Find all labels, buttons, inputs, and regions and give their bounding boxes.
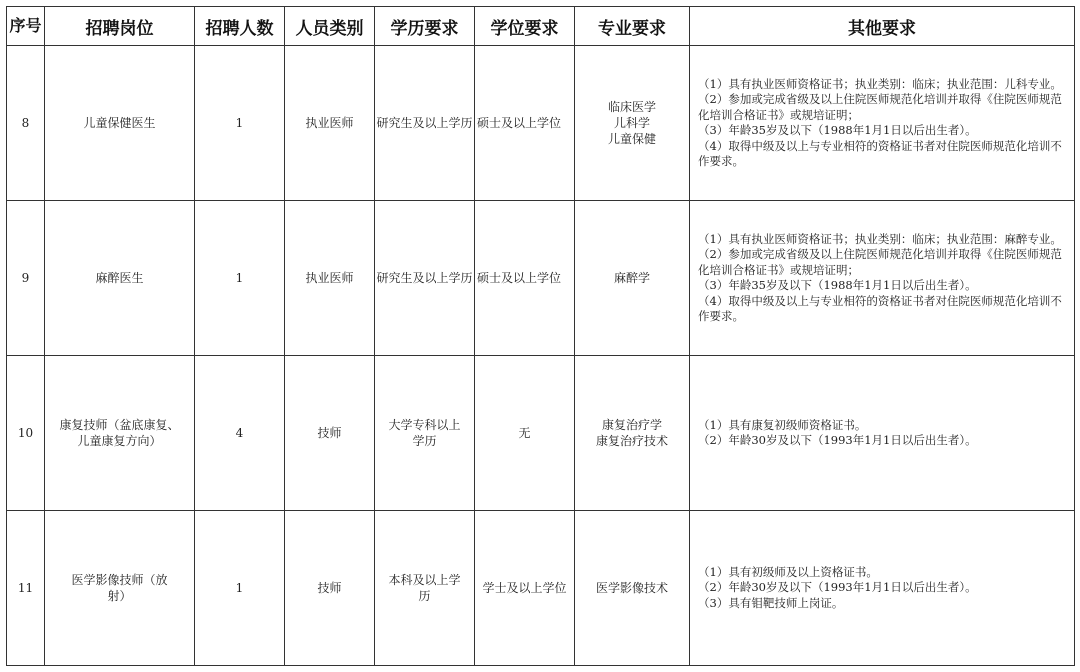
major-line: 医学影像技术	[595, 581, 668, 595]
degree-cell: 硕士及以上学位	[475, 201, 575, 356]
degree-cell: 学士及以上学位	[475, 511, 575, 666]
requirement-line: （4）取得中级及以上与专业相符的资格证书者对住院医师规范化培训不作要求。	[698, 293, 1062, 323]
category-cell: 执业医师	[285, 46, 375, 201]
position-cell: 医学影像技师（放射）	[45, 511, 195, 666]
major-cell	[575, 511, 690, 666]
position-cell: 麻醉医生	[45, 201, 195, 356]
requirements-cell	[690, 201, 1075, 356]
header-other: 其他要求	[690, 7, 1075, 46]
requirement-line: （1）具有执业医师资格证书；执业类别：临床；执业范围：麻醉专业。	[698, 231, 1062, 246]
requirement-line: （3）具有钼靶技师上岗证。	[698, 595, 844, 610]
header-seq: 序号	[7, 7, 45, 46]
requirement-line: （3）年龄35岁及以下（1988年1月1日以后出生者）。	[698, 278, 977, 292]
seq-cell: 11	[7, 511, 45, 666]
degree-cell: 无	[475, 356, 575, 511]
header-position: 招聘岗位	[45, 7, 195, 46]
seq-cell: 10	[7, 356, 45, 511]
degree-cell: 硕士及以上学位	[475, 46, 575, 201]
major-line: 儿科学	[613, 116, 650, 130]
table-row	[7, 201, 1075, 356]
requirement-line: （2）年龄30岁及以下（1993年1月1日以后出生者）。	[698, 433, 977, 447]
education-cell: 研究生及以上学历	[375, 46, 475, 201]
seq-cell: 9	[7, 201, 45, 356]
requirement-line: （1）具有康复初级师资格证书。	[698, 417, 867, 432]
recruitment-table	[6, 6, 1075, 666]
seq-cell: 8	[7, 46, 45, 201]
requirements-cell	[690, 511, 1075, 666]
header-education: 学历要求	[375, 7, 475, 46]
requirement-line: （2）年龄30岁及以下（1993年1月1日以后出生者）。	[698, 580, 977, 595]
count-cell: 1	[195, 201, 285, 356]
count-cell: 1	[195, 46, 285, 201]
header-category: 人员类别	[285, 7, 375, 46]
header-count: 招聘人数	[195, 7, 285, 46]
major-line: 麻醉学	[613, 271, 650, 285]
major-cell	[575, 356, 690, 511]
requirement-line: （4）取得中级及以上与专业相符的资格证书者对住院医师规范化培训不作要求。	[698, 138, 1062, 168]
position-cell: 康复技师（盆底康复、儿童康复方向）	[45, 356, 195, 511]
requirement-line: （2）参加或完成省级及以上住院医师规范化培训并取得《住院医师规范化培训合格证书》或规培证明；	[698, 247, 1062, 277]
table-row	[7, 511, 1075, 666]
table-row	[7, 356, 1075, 511]
requirement-line: （1）具有执业医师资格证书；执业类别：临床；执业范围：儿科专业。	[698, 76, 1062, 91]
count-cell: 4	[195, 356, 285, 511]
major-cell	[575, 46, 690, 201]
header-major: 专业要求	[575, 7, 690, 46]
count-cell: 1	[195, 511, 285, 666]
major-line: 儿童保健	[607, 132, 656, 146]
major-line: 临床医学	[607, 100, 656, 114]
position-cell: 儿童保健医生	[45, 46, 195, 201]
major-cell	[575, 201, 690, 356]
requirement-line: （2）参加或完成省级及以上住院医师规范化培训并取得《住院医师规范化培训合格证书》或规培证明；	[698, 92, 1062, 122]
major-line: 康复治疗技术	[595, 434, 668, 448]
category-cell: 执业医师	[285, 201, 375, 356]
requirements-cell	[690, 356, 1075, 511]
table-row	[7, 46, 1075, 201]
major-line: 康复治疗学	[601, 418, 662, 432]
header-row	[7, 7, 1075, 46]
requirements-cell	[690, 46, 1075, 201]
requirement-line: （3）年龄35岁及以下（1988年1月1日以后出生者）。	[698, 123, 977, 137]
requirement-line: （1）具有初级师及以上资格证书。	[698, 564, 878, 579]
category-cell: 技师	[285, 356, 375, 511]
education-cell: 大学专科以上学历	[375, 356, 475, 511]
education-cell: 本科及以上学历	[375, 511, 475, 666]
category-cell: 技师	[285, 511, 375, 666]
education-cell: 研究生及以上学历	[375, 201, 475, 356]
header-degree: 学位要求	[475, 7, 575, 46]
